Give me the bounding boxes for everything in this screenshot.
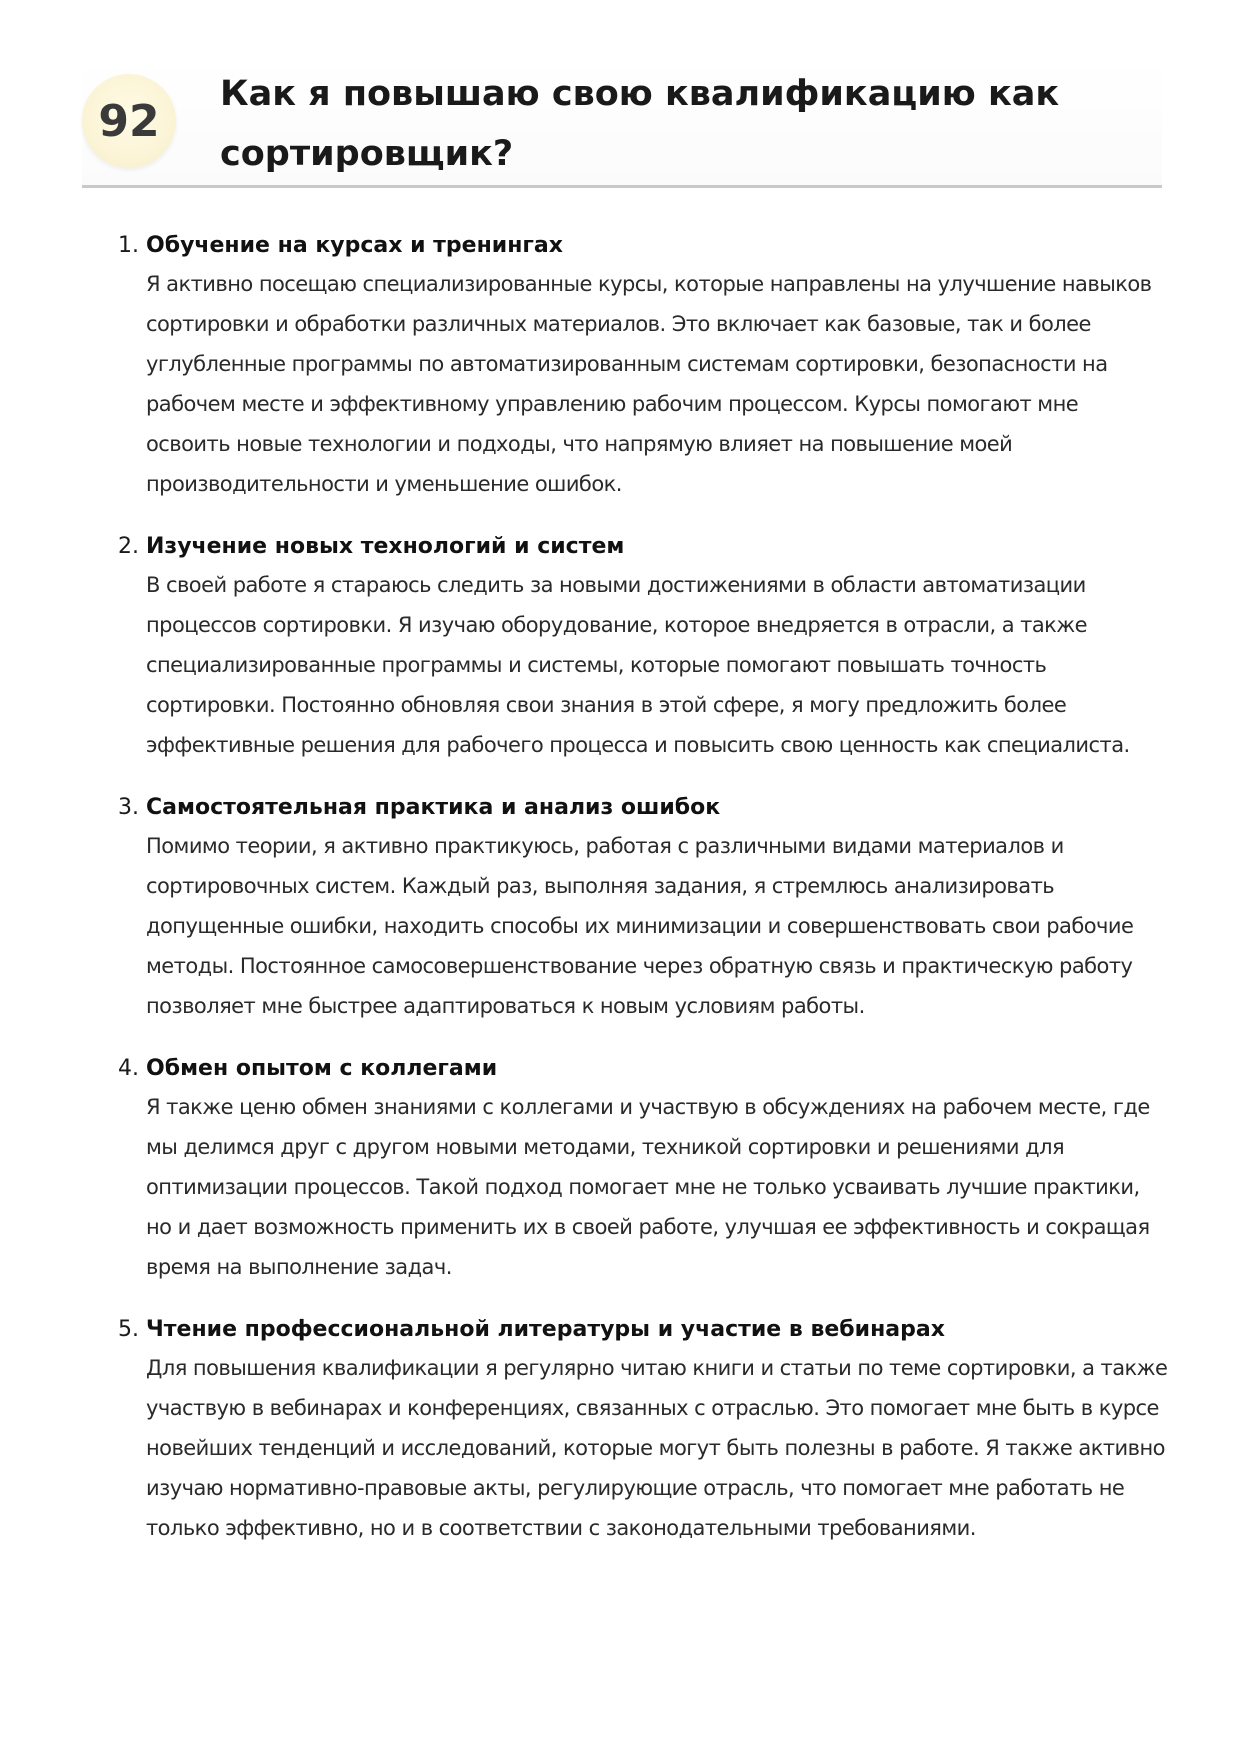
list-item-heading: Обмен опытом с коллегами — [146, 1056, 498, 1081]
list-item-text: Я также ценю обмен знаниями с коллегами и участвую в обсуждениях на рабочем месте, где мы делимся друг с другом новыми методами, техникой сортировки и решениями для оптимизации процессов. Такой подход помогает мне не только усваивать лучшие практики, но и дает возможность применить их в своей работе, улучшая ее эффективность и сокращая время на выполнение задач. — [146, 1095, 1150, 1279]
list-item-text: Для повышения квалификации я регулярно читаю книги и статьи по теме сортировки, а также участвую в вебинарах и конференциях, связанных с отраслью. Это помогает мне быть в курсе новейших тенденций и исследований, которые могут быть полезны в работе. Я также активно изучаю нормативно-правовые акты, регулирующие отрасль, что помогает мне работать не только эффективно, но и в соответствии с законодательными требованиями. — [146, 1356, 1168, 1540]
page-number-badge: 92 — [82, 74, 176, 168]
list-item-number: 5. — [118, 1317, 139, 1342]
list-item-heading: Чтение профессиональной литературы и участие в вебинарах — [146, 1317, 945, 1342]
list-item-heading: Обучение на курсах и тренингах — [146, 233, 563, 258]
list-item — [118, 228, 1168, 504]
list-item-text: Я активно посещаю специализированные курсы, которые направлены на улучшение навыков сортировки и обработки различных материалов. Это включает как базовые, так и более углубленные программы по автоматизированным системам сортировки, безопасности на рабочем месте и эффективному управлению рабочим процессом. Курсы помогают мне освоить новые технологии и подходы, что напрямую влияет на повышение моей производительности и уменьшение ошибок. — [146, 272, 1152, 496]
list-item — [118, 1312, 1168, 1548]
list-item-heading: Самостоятельная практика и анализ ошибок — [146, 795, 721, 820]
page-header — [82, 58, 1162, 188]
list-item — [118, 529, 1168, 765]
page-title: Как я повышаю свою квалификацию как сортировщик? — [220, 74, 1060, 174]
list-item-heading: Изучение новых технологий и систем — [146, 534, 625, 559]
list-item-text: Помимо теории, я активно практикуюсь, работая с различными видами материалов и сортировочных систем. Каждый раз, выполняя задания, я стремлюсь анализировать допущенные ошибки, находить способы их минимизации и совершенствовать свои рабочие методы. Постоянное самосовершенствование через обратную связь и практическую работу позволяет мне быстрее адаптироваться к новым условиям работы. — [146, 834, 1134, 1018]
list-item-number: 1. — [118, 233, 139, 258]
list-item-text: В своей работе я стараюсь следить за новыми достижениями в области автоматизации процессов сортировки. Я изучаю оборудование, которое внедряется в отрасли, а также специализированные программы и системы, которые помогают повышать точность сортировки. Постоянно обновляя свои знания в этой сфере, я могу предложить более эффективные решения для рабочего процесса и повысить свою ценность как специалиста. — [146, 573, 1130, 757]
list-item — [118, 790, 1168, 1026]
list-item-number: 3. — [118, 795, 139, 820]
content-body — [118, 228, 1168, 1573]
numbered-list — [118, 228, 1168, 1548]
list-item-number: 4. — [118, 1056, 139, 1081]
list-item-number: 2. — [118, 534, 139, 559]
list-item — [118, 1051, 1168, 1287]
